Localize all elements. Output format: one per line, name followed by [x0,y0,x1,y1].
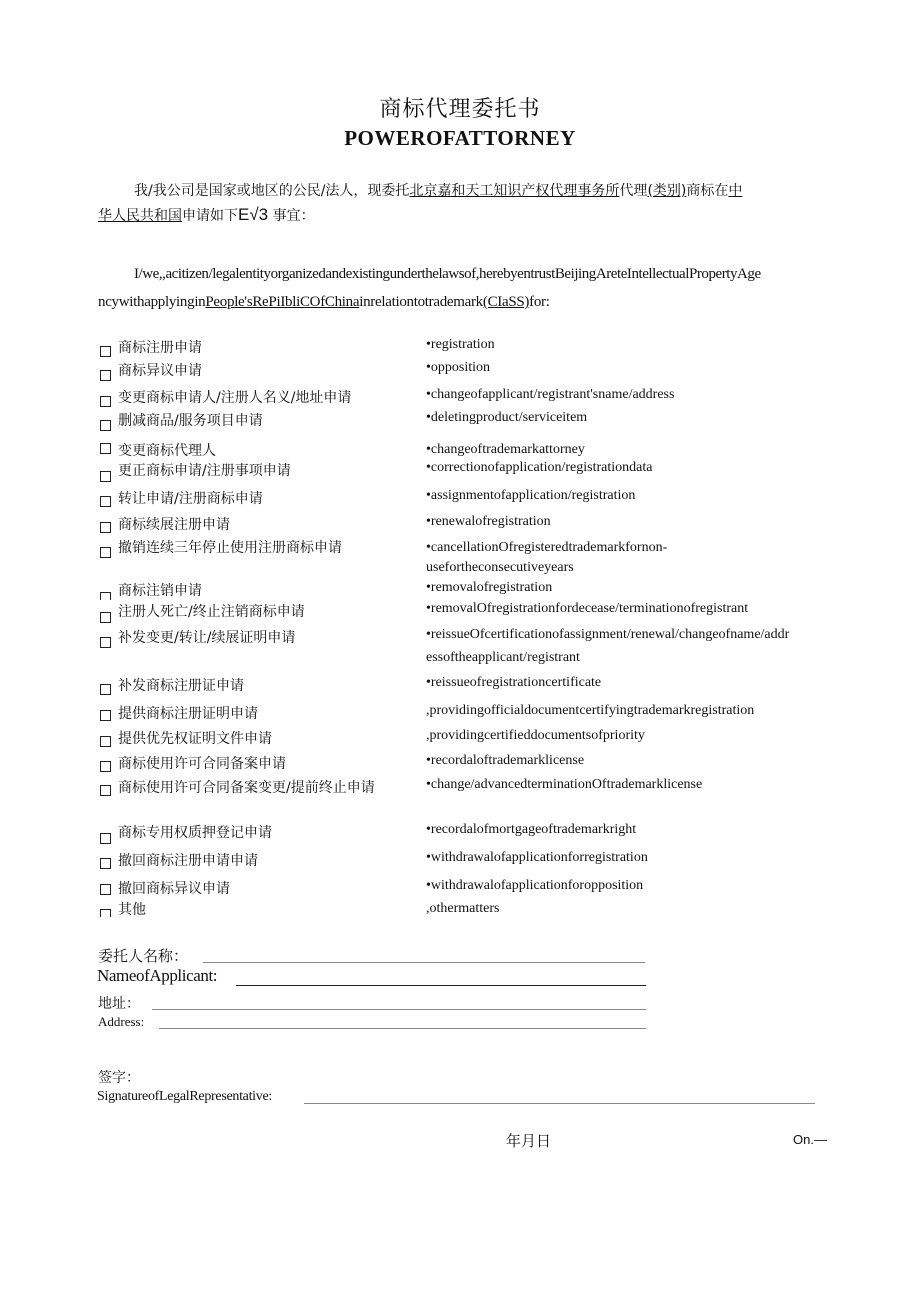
list-item [0,514,920,534]
list-item [0,703,920,723]
item-label-en-cont: usefortheconsecutiveyears [426,560,574,575]
intro-cn-part4: 申请如下 [182,208,238,224]
item-label-en: •change/advancedterminationOftrademarklicense [426,777,703,792]
item-label-en: •opposition [426,360,491,375]
list-item [0,537,920,577]
item-label-cn: 商标续展注册申请 [118,517,230,533]
intro-cn-part5: 事宜： [272,208,315,224]
item-label-en: •deletingproduct/serviceitem [426,410,588,425]
list-item [0,488,920,508]
item-label-en: •removalOfregistrationfordecease/terminationofregistrant [426,601,749,616]
list-item [0,777,920,797]
list-item [0,360,920,380]
checkbox[interactable] [100,522,111,533]
intro-en-line2 [98,294,550,311]
signature-field[interactable] [304,1103,815,1104]
intro-en-line2-a: ncywithapplyingin [98,294,206,310]
checkbox[interactable] [100,612,111,623]
address-field-en[interactable] [159,1028,646,1029]
checkbox[interactable] [100,761,111,772]
list-item [0,410,920,430]
list-item [0,460,920,480]
item-label-en: ,othermatters [426,901,500,916]
checkbox[interactable] [100,833,111,844]
item-label-cn: 注册人死亡/终止注销商标申请 [118,604,305,620]
item-label-en: •removalofregistration [426,580,553,595]
item-label-en: •cancellationOfregisteredtrademarkfornon- [426,540,668,555]
intro-cn-country-b: 华人民共和国 [98,208,182,224]
item-label-en: •recordaloftrademarklicense [426,753,585,768]
intro-cn-artifact: E√3 [238,205,269,224]
checkbox[interactable] [100,370,111,381]
item-label-cn: 商标使用许可合同备案变更/提前终止申请 [118,780,375,796]
item-label-cn: 撤销连续三年停止使用注册商标申请 [118,540,342,556]
intro-en-line1: I/we,,acitizen/legalentityorganizedandexistingunderthelawsof,herebyentrustBeijingAreteIntellectualPropertyAge [134,266,761,282]
checkbox[interactable] [100,710,111,721]
item-label-en: ,providingofficialdocumentcertifyingtrademarkregistration [426,703,755,718]
principal-name-field[interactable] [203,962,645,963]
intro-en-line2-b: inrelationtotrademark [359,294,483,310]
checkbox[interactable] [100,547,111,558]
item-label-cn: 变更商标代理人 [118,443,216,459]
principal-label-cn: 委托人名称： [98,947,189,965]
intro-cn-part2: 代理 [619,183,648,199]
intro-cn-agent: 北京嘉和天工知识产权代理事务所 [409,183,620,199]
item-label-cn: 其他 [118,902,146,918]
list-item [0,337,920,357]
checkbox[interactable] [100,909,111,917]
title-english: POWEROFATTORNEY [344,126,576,150]
address-label-cn: 地址： [98,996,140,1012]
item-label-cn: 转让申请/注册商标申请 [118,491,263,507]
item-label-en: •withdrawalofapplicationforopposition [426,878,644,893]
list-item [0,878,920,898]
item-label-en: •reissueofregistrationcertificate [426,675,602,690]
checkbox[interactable] [100,884,111,895]
title-chinese: 商标代理委托书 [379,97,541,122]
intro-cn-class: (类别) [647,183,687,199]
checkbox[interactable] [100,684,111,695]
intro-cn-line2 [98,205,315,225]
item-label-en: •withdrawalofapplicationforregistration [426,850,648,865]
list-item [0,627,920,669]
item-label-cn: 撤回商标注册申请申请 [118,853,258,869]
item-label-cn: 商标专用权质押登记申请 [118,825,272,841]
item-label-cn: 提供商标注册证明申请 [118,706,258,722]
list-item [0,899,920,919]
date-label-en: On.— [793,1132,827,1147]
item-label-cn: 商标异议申请 [118,363,202,379]
signature-label-en: SignatureofLegalRepresentative: [97,1089,272,1104]
checkbox[interactable] [100,443,111,454]
checkbox[interactable] [100,785,111,796]
checkbox[interactable] [100,637,111,648]
item-label-cn: 撤回商标异议申请 [118,881,230,897]
item-label-cn: 商标注册申请 [118,340,202,356]
item-label-cn: 商标注销申请 [118,583,202,599]
intro-cn-part3: 商标在 [686,183,729,199]
item-label-en: •correctionofapplication/registrationdata [426,460,653,475]
list-item [0,580,920,600]
checkbox[interactable] [100,420,111,431]
address-label-en: Address: [98,1014,145,1029]
checkbox[interactable] [100,496,111,507]
checkbox[interactable] [100,858,111,869]
checkbox[interactable] [100,592,111,600]
list-item [0,822,920,842]
item-label-cn: 补发变更/转让/续展证明申请 [118,630,296,646]
checkbox[interactable] [100,736,111,747]
list-item [0,387,920,407]
item-label-cn: 商标使用许可合同备案申请 [118,756,286,772]
item-label-cn: 删减商品/服务项目申请 [118,413,263,429]
checkbox[interactable] [100,396,111,407]
intro-cn-line1 [134,180,742,200]
applicant-label-en: NameofApplicant: [97,966,218,985]
list-item [0,728,920,748]
intro-en-class: (CIaSS) [482,294,530,310]
item-label-en: •assignmentofapplication/registration [426,488,636,503]
intro-en-country: People'sRePiIbliCOfChina [205,294,360,310]
list-item [0,601,920,621]
item-label-en: •registration [426,337,495,352]
item-label-cn: 更正商标申请/注册事项申请 [118,463,291,479]
item-label-en: •reissueOfcertificationofassignment/renewal/changeofname/addr [426,627,790,642]
item-label-en: •changeoftrademarkattorney [426,442,585,457]
list-item [0,440,920,460]
intro-en-line2-c: for: [529,294,550,310]
checkbox[interactable] [100,471,111,482]
item-label-en: •changeofapplicant/registrant'sname/address [426,387,675,402]
list-item [0,753,920,773]
checkbox[interactable] [100,346,111,357]
item-label-en: •renewalofregistration [426,514,551,529]
item-label-cn: 补发商标注册证申请 [118,678,244,694]
signature-label-cn: 签字： [98,1070,140,1086]
item-label-cn: 变更商标申请人/注册人名义/地址申请 [118,390,352,406]
item-label-en: •recordalofmortgageoftrademarkright [426,822,637,837]
item-label-en: ,providingcertifieddocumentsofpriority [426,728,645,743]
address-field-cn[interactable] [152,1009,646,1010]
intro-cn-country-a: 中 [728,183,743,199]
intro-cn-part1: 我/我公司是国家或地区的公民/法人，现委托 [134,183,410,199]
list-item [0,850,920,870]
applicant-name-field[interactable] [236,985,646,986]
item-label-en-cont: essoftheapplicant/registrant [426,650,580,665]
list-item [0,675,920,695]
date-label-cn: 年月日 [506,1132,552,1150]
item-label-cn: 提供优先权证明文件申请 [118,731,272,747]
